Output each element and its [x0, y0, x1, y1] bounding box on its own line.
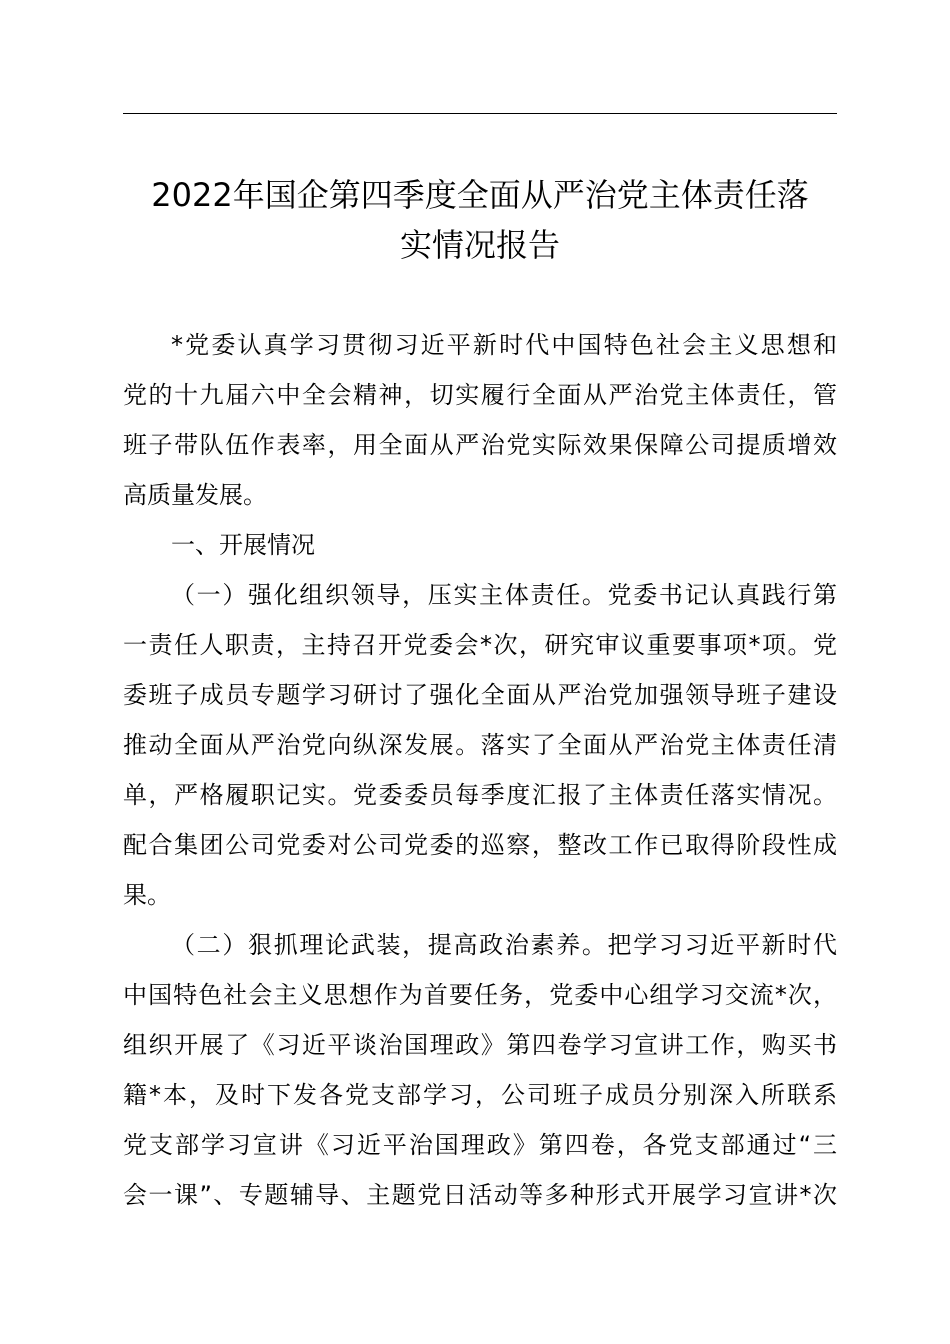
paragraph-line: 委班子成员专题学习研讨了强化全面从严治党加强领导班子建设: [123, 681, 837, 709]
title-line-2: 实情况报告: [399, 226, 560, 264]
section-heading: 一、开展情况: [171, 531, 315, 559]
paragraph-line: 班子带队伍作表率，用全面从严治党实际效果保障公司提质增效: [123, 431, 837, 459]
paragraph-line: *党委认真学习贯彻习近平新时代中国特色社会主义思想和: [171, 331, 837, 359]
paragraph-line: 会一课”、专题辅导、主题党日活动等多种形式开展学习宣讲*次: [123, 1181, 837, 1209]
paragraph-line: 中国特色社会主义思想作为首要任务，党委中心组学习交流*次，: [123, 981, 837, 1009]
paragraph-line: 组织开展了《习近平谈治国理政》第四卷学习宣讲工作，购买书: [123, 1031, 837, 1059]
paragraph-line: 一责任人职责，主持召开党委会*次，研究审议重要事项*项。党: [123, 631, 837, 659]
paragraph-line: 党的十九届六中全会精神，切实履行全面从严治党主体责任，管: [123, 381, 837, 409]
paragraph-line: 党支部学习宣讲《习近平治国理政》第四卷，各党支部通过“三: [123, 1131, 837, 1159]
document-body: [123, 320, 837, 1220]
paragraph-line: 配合集团公司党委对公司党委的巡察，整改工作已取得阶段性成: [123, 831, 837, 859]
title-line-1: 2022年国企第四季度全面从严治党主体责任落: [151, 176, 809, 214]
paragraph-line: 单，严格履职记实。党委委员每季度汇报了主体责任落实情况。: [123, 781, 837, 809]
paragraph-line: 籍*本，及时下发各党支部学习，公司班子成员分别深入所联系: [123, 1081, 837, 1109]
paragraph-line: 推动全面从严治党向纵深发展。落实了全面从严治党主体责任清: [123, 731, 837, 759]
paragraph-line: （二）狠抓理论武装，提高政治素养。把学习习近平新时代: [171, 931, 837, 959]
document-title: [110, 170, 850, 270]
header-rule: [123, 113, 837, 114]
paragraph-line: 果。: [123, 881, 171, 909]
paragraph-line: 高质量发展。: [123, 481, 267, 509]
paragraph-line: （一）强化组织领导，压实主体责任。党委书记认真践行第: [171, 581, 837, 609]
